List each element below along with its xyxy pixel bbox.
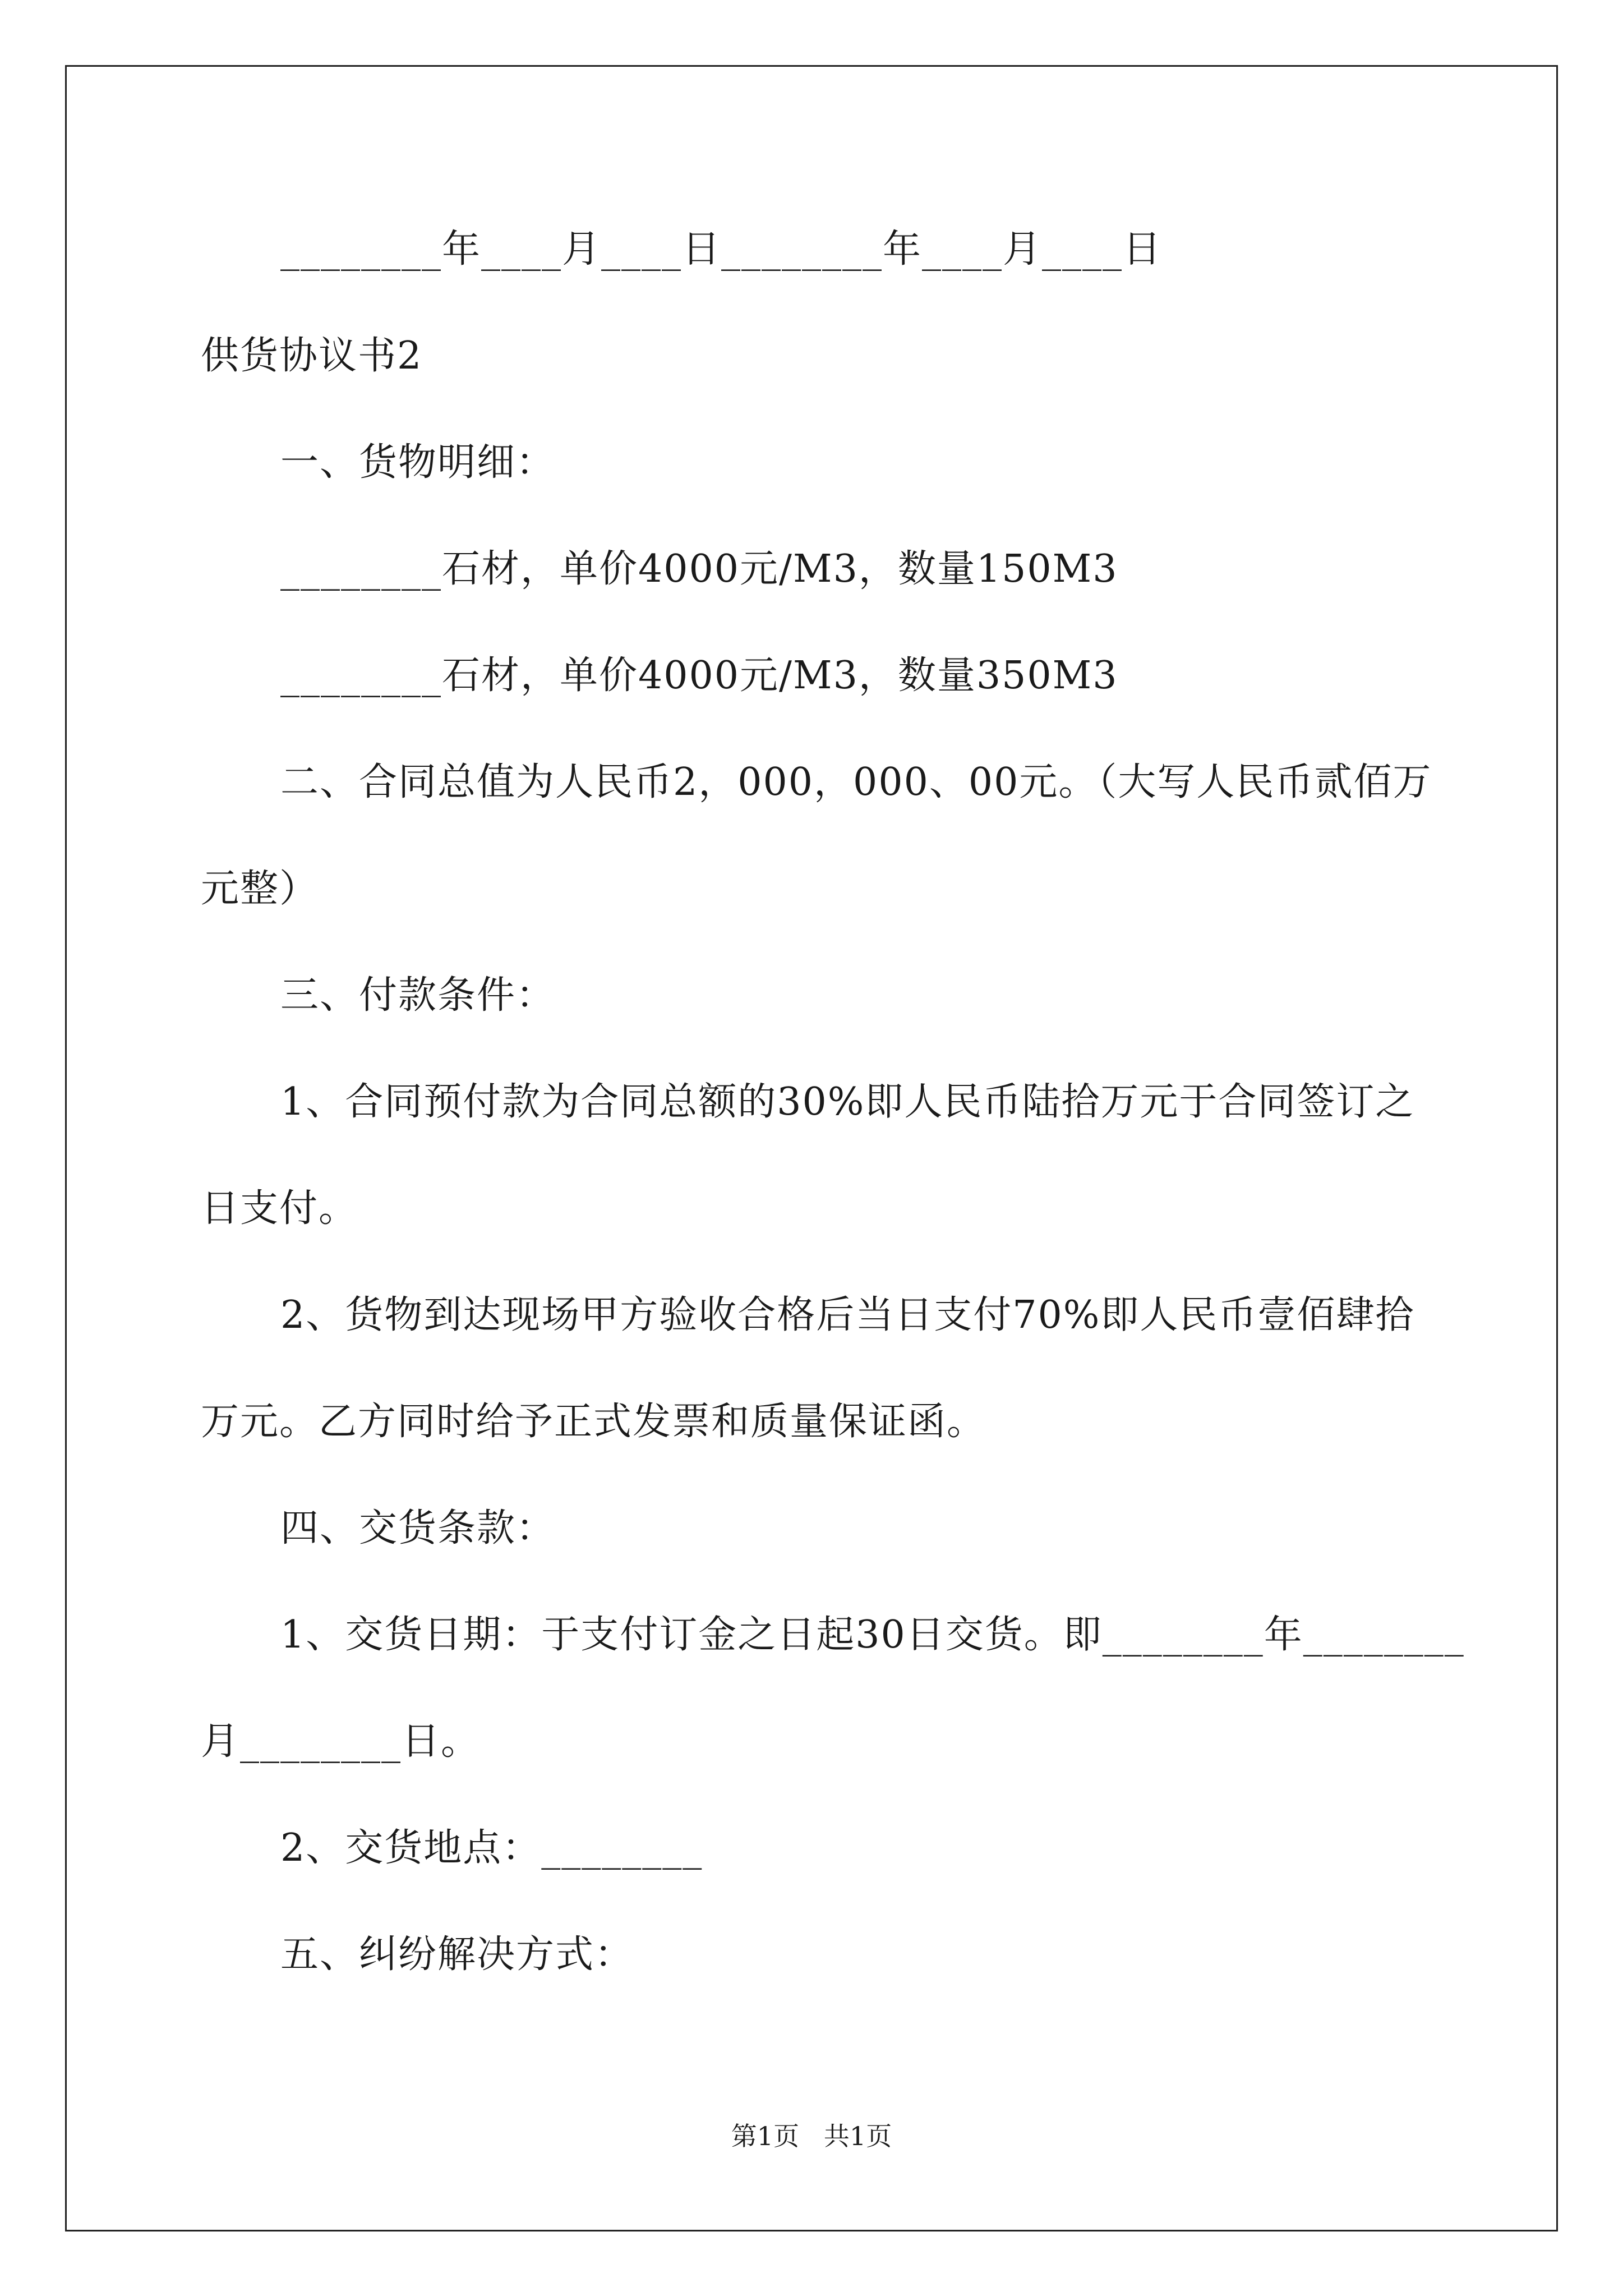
page-frame bbox=[65, 65, 1558, 2231]
section-5-heading: 五、纠纷解决方式： bbox=[280, 1932, 634, 1977]
delivery-place-line: 2、交货地点：________ bbox=[280, 1826, 703, 1870]
section-3-heading: 三、付款条件： bbox=[280, 973, 556, 1018]
agreement-title: 供货协议书2 bbox=[201, 334, 423, 378]
payment-1-line-1: 1、合同预付款为合同总额的30%即人民币陆拾万元于合同签订之 bbox=[280, 1080, 1415, 1124]
page-footer: 第1页 共1页 bbox=[731, 2121, 892, 2151]
delivery-date-line-1: 1、交货日期：于支付订金之日起30日交货。即________年________ bbox=[280, 1613, 1465, 1657]
section-1-heading: 一、货物明细： bbox=[280, 440, 556, 485]
delivery-date-line-2: 月________日。 bbox=[201, 1719, 481, 1764]
date-line: ________年____月____日________年____月____日 bbox=[280, 227, 1163, 272]
payment-2-line-1: 2、货物到达现场甲方验收合格后当日支付70%即人民币壹佰肆拾 bbox=[280, 1293, 1415, 1337]
goods-line-1: ________石材，单价4000元/M3，数量150M3 bbox=[280, 547, 1118, 591]
section-4-heading: 四、交货条款： bbox=[280, 1506, 556, 1550]
payment-2-line-2: 万元。乙方同时给予正式发票和质量保证函。 bbox=[201, 1400, 986, 1444]
section-2-line-2: 元整） bbox=[201, 867, 319, 911]
section-2-line-1: 二、合同总值为人民币2，000，000、00元。（大写人民币贰佰万 bbox=[280, 760, 1432, 804]
payment-1-line-2: 日支付。 bbox=[201, 1186, 358, 1231]
goods-line-2: ________石材，单价4000元/M3，数量350M3 bbox=[280, 654, 1118, 698]
